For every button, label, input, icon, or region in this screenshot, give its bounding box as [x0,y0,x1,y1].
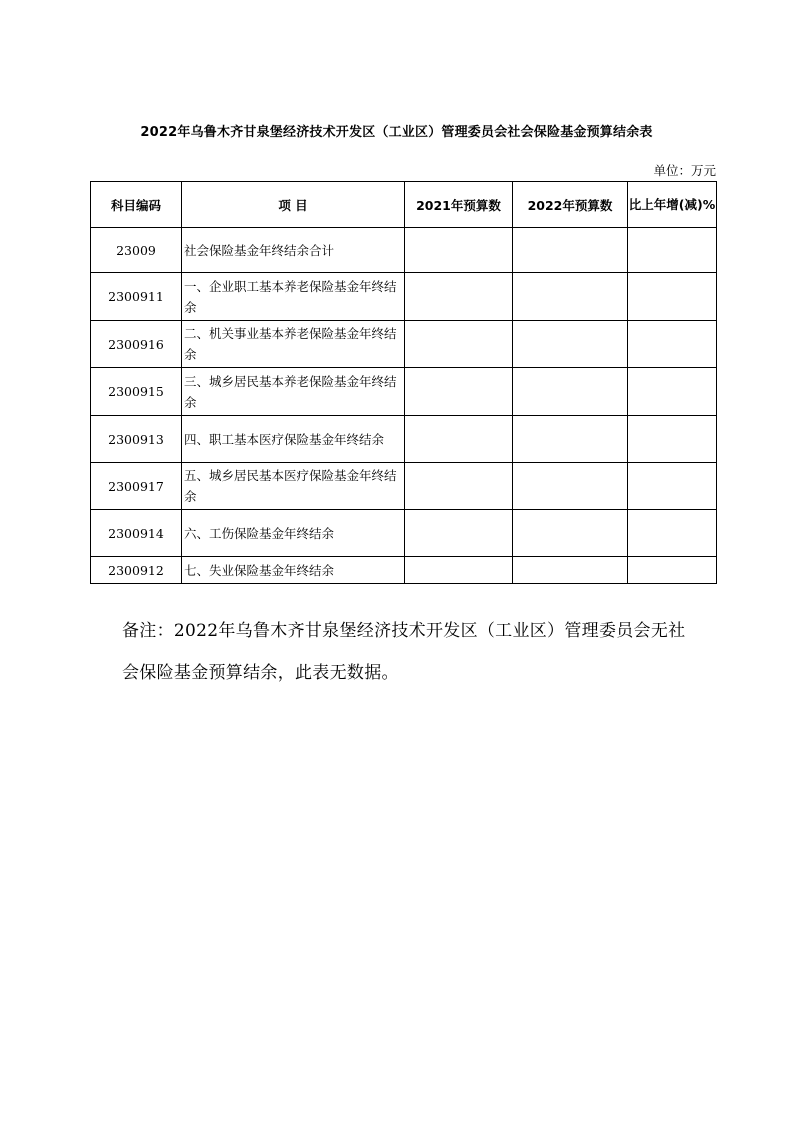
row-item: 三、城乡居民基本养老保险基金年终结余 [182,368,405,416]
row-2021 [405,510,513,557]
header-item: 项 目 [182,182,405,228]
row-item: 社会保险基金年终结余合计 [182,228,405,273]
row-2021 [405,368,513,416]
row-2021 [405,321,513,368]
document-title: 2022年乌鲁木齐甘泉堡经济技术开发区（工业区）管理委员会社会保险基金预算结余表 [140,125,653,140]
table-row [91,463,717,510]
row-2022 [513,416,628,463]
table-row [91,228,717,273]
row-item: 六、工伤保险基金年终结余 [182,510,405,557]
header-2021: 2021年预算数 [405,182,513,228]
row-2022 [513,321,628,368]
row-change [628,416,717,463]
row-2021 [405,228,513,273]
row-code: 2300917 [91,463,182,510]
header-change: 比上年增(减)% [628,182,717,228]
row-item: 二、机关事业基本养老保险基金年终结余 [182,321,405,368]
row-code: 2300915 [91,368,182,416]
row-item: 五、城乡居民基本医疗保险基金年终结余 [182,463,405,510]
row-change [628,273,717,321]
unit-label: 单位：万元 [653,163,716,178]
row-item: 四、职工基本医疗保险基金年终结余 [182,416,405,463]
row-2022 [513,368,628,416]
table-row [91,416,717,463]
row-code: 2300911 [91,273,182,321]
row-change [628,510,717,557]
budget-table [90,181,717,584]
table-row [91,321,717,368]
row-2021 [405,273,513,321]
row-2021 [405,463,513,510]
table-row [91,510,717,557]
row-2022 [513,228,628,273]
row-code: 2300916 [91,321,182,368]
table-row [91,368,717,416]
row-change [628,368,717,416]
table-header-row [91,182,717,228]
header-2022: 2022年预算数 [513,182,628,228]
row-item: 一、企业职工基本养老保险基金年终结余 [182,273,405,321]
table-row [91,273,717,321]
row-2022 [513,557,628,584]
row-change [628,557,717,584]
row-change [628,463,717,510]
row-code: 2300912 [91,557,182,584]
row-change [628,321,717,368]
row-2022 [513,273,628,321]
remark-note: 备注：2022年乌鲁木齐甘泉堡经济技术开发区（工业区）管理委员会无社会保险基金预算结余，此表无数据。 [122,621,686,683]
row-item: 七、失业保险基金年终结余 [182,557,405,584]
row-2022 [513,510,628,557]
row-2021 [405,416,513,463]
row-code: 23009 [91,228,182,273]
header-code: 科目编码 [91,182,182,228]
row-2021 [405,557,513,584]
table-row [91,557,717,584]
row-2022 [513,463,628,510]
row-code: 2300913 [91,416,182,463]
row-code: 2300914 [91,510,182,557]
row-change [628,228,717,273]
